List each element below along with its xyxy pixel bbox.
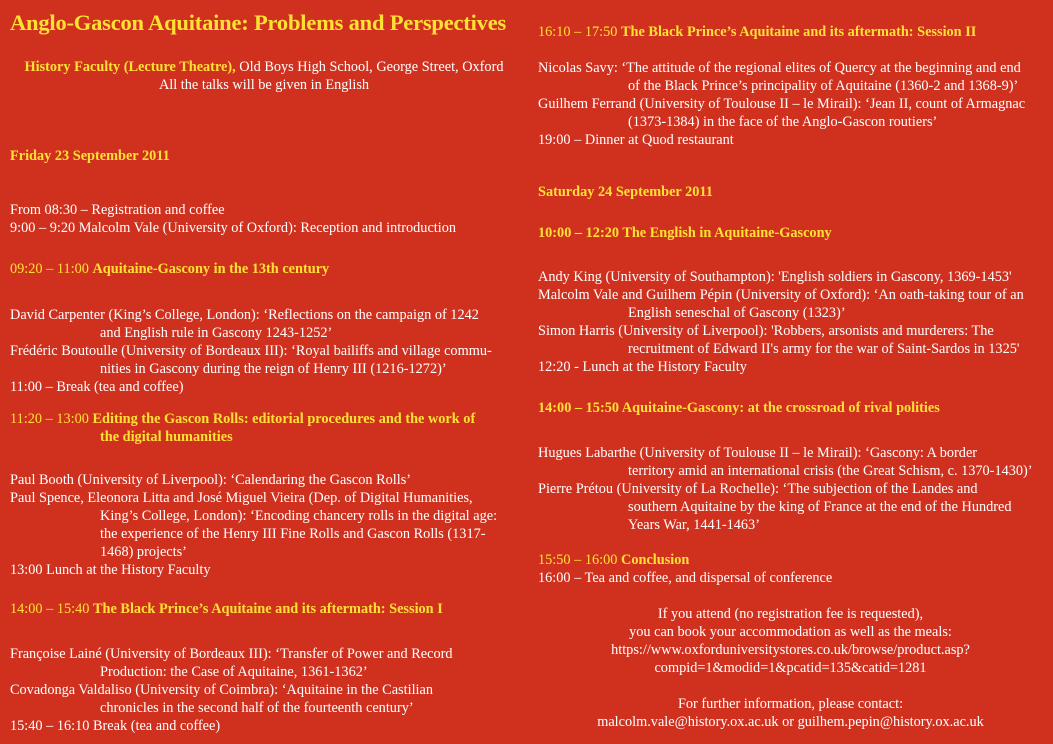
- talk-line: Guilhem Ferrand (University of Toulouse II – le Mirail): ‘Jean II, count of Armagnac: [538, 96, 1026, 112]
- registration-info: [528, 605, 1053, 677]
- talk-line: (1373-1384) in the face of the Anglo-Gascon routiers’: [628, 114, 938, 130]
- talk-line: Covadonga Valdaliso (University of Coimbra): ‘Aquitaine in the Castilian: [10, 682, 434, 698]
- session-heading: [538, 551, 689, 569]
- venue-place: History Faculty (Lecture Theatre),: [24, 59, 236, 75]
- booking-link-cont[interactable]: compid=1&modid=1&pcatid=135&catid=1281: [654, 660, 927, 676]
- session-name: Editing the Gascon Rolls: editorial procedures and the work of: [92, 411, 476, 427]
- session-heading: [10, 260, 329, 278]
- talk-line: Paul Spence, Eleonora Litta and José Miguel Vieira (Dep. of Digital Humanities,: [10, 490, 473, 506]
- talk-line: the experience of the Henry III Fine Rolls and Gascon Rolls (1317-: [100, 526, 486, 542]
- talk-line: Frédéric Boutoulle (University of Bordeaux III): ‘Royal bailiffs and village commu-: [10, 343, 492, 359]
- session-heading: [10, 600, 443, 618]
- info-line: If you attend (no registration fee is requested),: [657, 606, 924, 622]
- talk-entry: [10, 306, 530, 396]
- session-time: 09:20 – 11:00: [10, 261, 93, 277]
- talk-line: Pierre Prétou (University of La Rochelle): ‘The subjection of the Landes and: [538, 481, 978, 497]
- page-title: Anglo-Gascon Aquitaine: Problems and Perspectives: [10, 10, 507, 35]
- talk-line: recruitment of Edward II's army for the war of Saint-Sardos in 1325': [628, 341, 1020, 357]
- contact-info: [528, 695, 1053, 731]
- venue-line: [0, 58, 528, 76]
- lunch-line: 12:20 - Lunch at the History Faculty: [538, 359, 747, 375]
- talk-entry: [538, 268, 1053, 376]
- booking-link[interactable]: https://www.oxforduniversitystores.co.uk/browse/product.asp?: [611, 642, 970, 658]
- talk-entry: [10, 471, 530, 579]
- break-line: 11:00 – Break (tea and coffee): [10, 379, 184, 395]
- session-name-cont: the digital humanities: [100, 429, 233, 445]
- talk-line: Simon Harris (University of Liverpool): 'Robbers, arsonists and murderers: The: [538, 323, 994, 339]
- session-heading: [538, 23, 976, 41]
- session-name: Conclusion: [621, 552, 690, 568]
- talk-line: Years War, 1441-1463’: [628, 517, 760, 533]
- language-note: All the talks will be given in English: [158, 77, 370, 93]
- contact-emails[interactable]: malcolm.vale@history.ox.ac.uk or guilhem.pepin@history.ox.ac.uk: [597, 714, 984, 730]
- talk-line: chronicles in the second half of the fourteenth century’: [100, 700, 414, 716]
- dinner-line: 19:00 – Dinner at Quod restaurant: [538, 132, 734, 148]
- closing-line: 16:00 – Tea and coffee, and dispersal of conference: [538, 570, 833, 586]
- talk-entry: [538, 59, 1053, 149]
- talk-line: Hugues Labarthe (University of Toulouse II – le Mirail): ‘Gascony: A border: [538, 445, 978, 461]
- session-name: The Black Prince’s Aquitaine and its aftermath: Session II: [621, 24, 977, 40]
- session-time: 16:10 – 17:50: [538, 24, 622, 40]
- talk-line: Production: the Case of Aquitaine, 1361-1362’: [100, 664, 368, 680]
- talk-line: nities in Gascony during the reign of Henry III (1216-1272)’: [100, 361, 447, 377]
- session-time: 14:00 – 15:40: [10, 601, 94, 617]
- day2-date: Saturday 24 September 2011: [538, 184, 713, 200]
- day1-date: Friday 23 September 2011: [10, 148, 170, 164]
- talk-line: Malcolm Vale and Guilhem Pépin (University of Oxford): ‘An oath-taking tour of an: [538, 287, 1024, 303]
- session-heading: 10:00 – 12:20 The English in Aquitaine-Gascony: [538, 225, 832, 241]
- talk-line: Andy King (University of Southampton): 'English soldiers in Gascony, 1369-1453': [538, 269, 1012, 285]
- talk-entry: [10, 645, 530, 735]
- registration-line: From 08:30 – Registration and coffee: [10, 202, 225, 218]
- talk-line: David Carpenter (King’s College, London): ‘Reflections on the campaign of 1242: [10, 307, 479, 323]
- talk-line: English seneschal of Gascony (1323)’: [628, 305, 846, 321]
- talk-line: Paul Booth (University of Liverpool): ‘Calendaring the Gascon Rolls’: [10, 472, 412, 488]
- session-time: 11:20 – 13:00: [10, 411, 93, 427]
- lunch-line: 13:00 Lunch at the History Faculty: [10, 562, 211, 578]
- talk-entry: [538, 444, 1053, 534]
- talk-line: territory amid an international crisis (the Great Schism, c. 1370-1430)’: [628, 463, 1033, 479]
- reception-line: 9:00 – 9:20 Malcolm Vale (University of Oxford): Reception and introduction: [10, 220, 457, 236]
- talk-line: Nicolas Savy: ‘The attitude of the regional elites of Quercy at the beginning and end: [538, 60, 1021, 76]
- talk-line: and English rule in Gascony 1243-1252’: [100, 325, 333, 341]
- session-name: The Black Prince’s Aquitaine and its aftermath: Session I: [93, 601, 443, 617]
- info-line: you can book your accommodation as well as the meals:: [629, 624, 952, 640]
- session-heading: [10, 410, 475, 428]
- session-heading: 14:00 – 15:50 Aquitaine-Gascony: at the crossroad of rival polities: [538, 400, 940, 416]
- talk-line: King’s College, London): ‘Encoding chancery rolls in the digital age:: [100, 508, 498, 524]
- break-line: 15:40 – 16:10 Break (tea and coffee): [10, 718, 221, 734]
- session-time: 15:50 – 16:00: [538, 552, 622, 568]
- info-line: For further information, please contact:: [677, 696, 904, 712]
- talk-line: Françoise Lainé (University of Bordeaux III): ‘Transfer of Power and Record: [10, 646, 453, 662]
- talk-line: southern Aquitaine by the king of France at the end of the Hundred: [628, 499, 1012, 515]
- session-name: Aquitaine-Gascony in the 13th century: [92, 261, 330, 277]
- venue-address: Old Boys High School, George Street, Oxford: [235, 59, 504, 75]
- talk-line: 1468) projects’: [100, 544, 187, 560]
- talk-line: of the Black Prince’s principality of Aquitaine (1360-2 and 1368-9)’: [628, 78, 1019, 94]
